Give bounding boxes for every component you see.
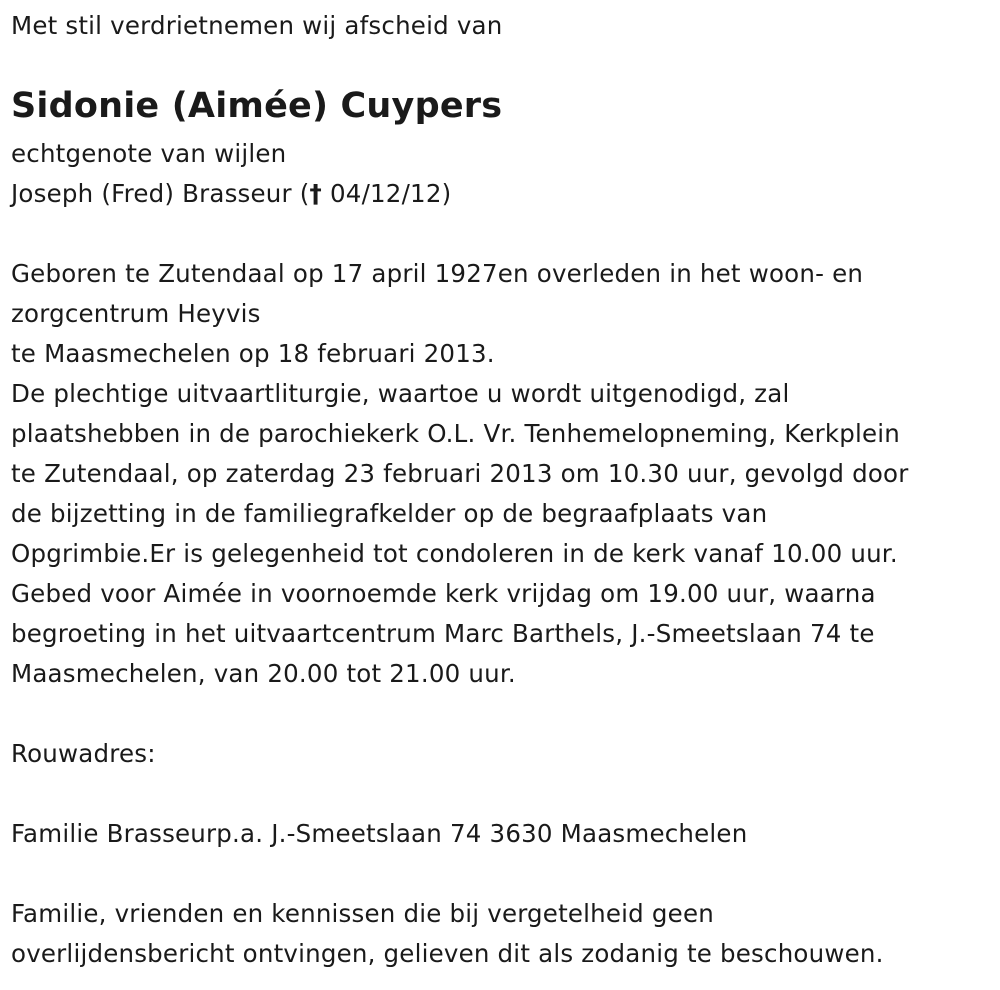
body-line: begroeting in het uitvaartcentrum Marc Barthels, J.-Smeetslaan 74 te xyxy=(11,619,875,648)
body-line: De plechtige uitvaartliturgie, waartoe u wordt uitgenodigd, zal xyxy=(11,379,790,408)
spouse-death-date: 04/12/12) xyxy=(322,179,452,208)
body-line: Maasmechelen, van 20.00 tot 21.00 uur. xyxy=(11,659,516,688)
intro-text: Met stil verdrietnemen wij afscheid van xyxy=(11,11,503,40)
closing-note xyxy=(11,894,884,974)
spouse-relation: echtgenote van wijlen xyxy=(11,139,287,168)
body-line: Gebed voor Aimée in voornoemde kerk vrijdag om 19.00 uur, waarna xyxy=(11,579,876,608)
body-line: te Zutendaal, op zaterdag 23 februari 2013 om 10.30 uur, gevolgd door xyxy=(11,459,909,488)
cross-icon: † xyxy=(309,179,322,208)
spouse-line xyxy=(11,174,451,214)
body-line: Opgrimbie.Er is gelegenheid tot condoleren in de kerk vanaf 10.00 uur. xyxy=(11,539,898,568)
family-address: Familie Brasseurp.a. J.-Smeetslaan 74 3630 Maasmechelen xyxy=(11,819,748,848)
closing-line: overlijdensbericht ontvingen, gelieven dit als zodanig te beschouwen. xyxy=(11,939,884,968)
body-line: Geboren te Zutendaal op 17 april 1927en overleden in het woon- en xyxy=(11,259,864,288)
deceased-name: Sidonie (Aimée) Cuypers xyxy=(11,86,503,126)
body-line: te Maasmechelen op 18 februari 2013. xyxy=(11,339,495,368)
spouse-block xyxy=(11,134,451,214)
body-line: plaatshebben in de parochiekerk O.L. Vr. Tenhemelopneming, Kerkplein xyxy=(11,419,901,448)
body-line: de bijzetting in de familiegrafkelder op de begraafplaats van xyxy=(11,499,768,528)
body-text xyxy=(11,254,909,694)
family-address-section xyxy=(11,814,747,854)
spouse-name: Joseph (Fred) Brasseur ( xyxy=(11,179,310,208)
rouwadres-label: Rouwadres: xyxy=(11,739,156,768)
body-line: zorgcentrum Heyvis xyxy=(11,299,261,328)
closing-line: Familie, vrienden en kennissen die bij vergetelheid geen xyxy=(11,899,714,928)
rouwadres-section xyxy=(11,734,156,774)
